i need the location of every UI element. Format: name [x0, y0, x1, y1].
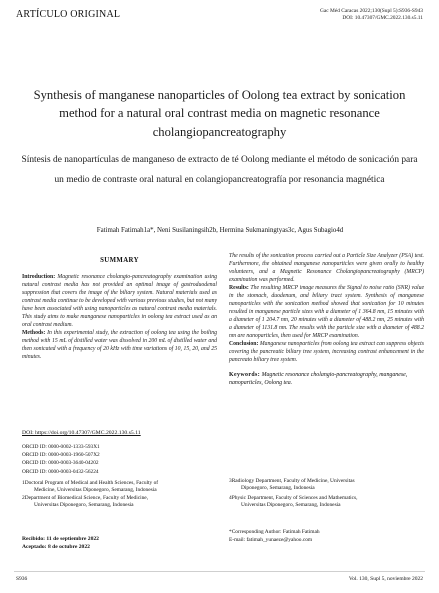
- abstract-text: [22, 274, 217, 362]
- affiliation-1: [22, 480, 217, 495]
- results-label: Results:: [229, 284, 249, 291]
- page-number: S936: [16, 576, 28, 582]
- corresponding-author: [229, 529, 320, 544]
- summary-heading: SUMMARY: [100, 257, 139, 264]
- affiliations-left: [22, 480, 217, 509]
- conclusion-text: Manganese nanoparticles from oolong tea extract can suppress objects covering the pancreatic biliary tree system, increasing contrast enhancement in the pancreato biliary tree system.: [229, 340, 424, 363]
- affiliation-4-line-1: 4Physic Department, Faculty of Sciences and Mathematics,: [229, 494, 358, 501]
- keywords: [229, 371, 424, 388]
- abstract-conclusion: [229, 341, 424, 365]
- affiliation-3: [229, 478, 424, 493]
- orcid-item[interactable]: ORCID ID: 0000-0002-1333-593X1: [22, 444, 100, 450]
- article-title-english: Synthesis of manganese nanoparticles of Oolong tea extract by sonication method for a natural oral contrast media on magnetic resonance cholangiopancreatography: [33, 88, 406, 139]
- affiliation-1-line-2: Medicine, Universitas Diponegoro, Semarang, Indonesia: [34, 487, 157, 494]
- journal-reference: [233, 8, 423, 23]
- affiliation-2-line-1: 2Department of Biomedical Science, Faculty of Medicine,: [22, 494, 149, 501]
- methods-label: Methods:: [22, 329, 46, 336]
- footer-volume: Vol. 130, Supl 5, noviembre 2022: [348, 576, 423, 582]
- affiliation-3-line-1: 3Radiology Department, Faculty of Medicine, Universitas: [229, 478, 355, 484]
- abstract-introduction: [22, 274, 217, 330]
- affiliation-4: [229, 495, 424, 510]
- orcid-item[interactable]: ORCID ID: 0000-0003-1960-507X2: [22, 452, 100, 459]
- abstract-methods: [22, 330, 217, 362]
- article-title-spanish: Síntesis de nanopartículas de manganeso de extracto de té Oolong mediante el método de sonicación para un medio de contraste oral natural en colangiopancreatografía por resonancia magnética: [21, 155, 418, 186]
- journal-citation: Gac Méd Caracas 2022;130(Supl 5):S936-S943: [319, 8, 423, 14]
- received-date: Recibido: 11 de septiembre 2022: [22, 536, 99, 542]
- doi-link[interactable]: [22, 430, 141, 436]
- affiliations-right: [229, 478, 424, 511]
- abstract-left-column: [22, 257, 217, 362]
- keywords-label: Keywords:: [229, 371, 261, 378]
- accepted-date: Aceptado: 8 de octubre 2022: [22, 544, 90, 551]
- abstract-text-continued: [229, 253, 424, 365]
- corresponding-author-email[interactable]: E-mail: fatimah_yunaeze@yahoo.com: [229, 536, 313, 543]
- doi-text[interactable]: DOI: https://doi.org/10.47307/GMC.2022.130.s5.11: [22, 430, 141, 436]
- author-list: Fatimah Fatimah1a*, Neni Susilaningsih2b, Hermina Sukmaningtyas3c, Agus Subagio4d: [96, 227, 344, 234]
- orcid-item[interactable]: ORCID ID: 0000-0003-0432-56224: [22, 468, 99, 475]
- footer-divider: [14, 571, 425, 572]
- methods-text: In this experimental study, the extraction of oolong tea using the boiling method with 15 mL of distilled water was dissolved in 200 mL of distilled water and then sonicated with a frequency of 20 kHz with time variations of 10, 15, 20, and 25 minutes.: [22, 329, 217, 360]
- abstract-results: [229, 285, 424, 341]
- affiliation-3-line-2: Diponegoro, Semarang, Indonesia: [241, 485, 315, 492]
- submission-dates: [22, 535, 99, 551]
- affiliation-2-line-2: Universitas Diponegoro, Semarang, Indonesia: [34, 501, 134, 508]
- affiliation-1-line-1: 1Doctoral Program of Medical and Health Sciences, Faculty of: [22, 480, 159, 486]
- introduction-label: Introduction:: [22, 274, 56, 280]
- orcid-list: [22, 443, 100, 476]
- affiliation-4-line-2: Universitas Diponegoro, Semarang, Indonesia: [241, 501, 341, 508]
- methods-continued: The results of the sonication process carried out a Particle Size Analyzer (PSA) test. Furthermore, the obtained manganese nanoparticles were given orally to healthy volunteers, and a Magnetic Resonance Cholangiopancreatography (MRCP) examination was performed.: [229, 253, 424, 283]
- conclusion-label: Conclusion:: [229, 340, 259, 347]
- abstract-right-column: [229, 253, 424, 387]
- introduction-text: Magnetic resonance cholangio-pancreatography examination using natural contrast media has not provided an optimal image of gastroduodenal suppression that covers the image of the biliary system. Natural materials used as contrast media continue to be developed with various previous studies, but not many have been associated with using nanoparticles as natural contrast media materials. This study aims to make manganese nanoparticles in oolong tea extract used as an oral contrast medium.: [22, 274, 217, 328]
- results-text: The resulting MRCP image measures the Signal to noise ratio (SNR) value in the stomach, duodenum, and biliary tract system. Synthesis of manganese nanoparticles with the sonication method showed that sonication for 10 minutes resulted in manganese particle sizes with a diameter of 1 364.8 nm, 15 minutes with a diameter of 1 204.7 nm, 20 minutes with a diameter of 488.2 nm, 25 minutes with a diameter of 1131.8 nm. The results with the particle size with a diameter of 488.2 nm are nanoparticles, then used for MRCP examination.: [229, 284, 424, 339]
- journal-doi: DOI: 10.47307/GMC.2022.130.s5.11: [342, 15, 423, 22]
- corresponding-author-name: *Corresponding Author: Fatimah Fatimah: [229, 529, 320, 535]
- section-label: ARTÍCULO ORIGINAL: [16, 9, 121, 20]
- affiliation-2: [22, 495, 217, 510]
- orcid-item[interactable]: ORCID ID: 0000-0003-3640-04202: [22, 460, 99, 467]
- keywords-text: Magnetic resonance cholangio-pancreatography, manganese, nanoparticles, Oolong tea.: [229, 371, 408, 387]
